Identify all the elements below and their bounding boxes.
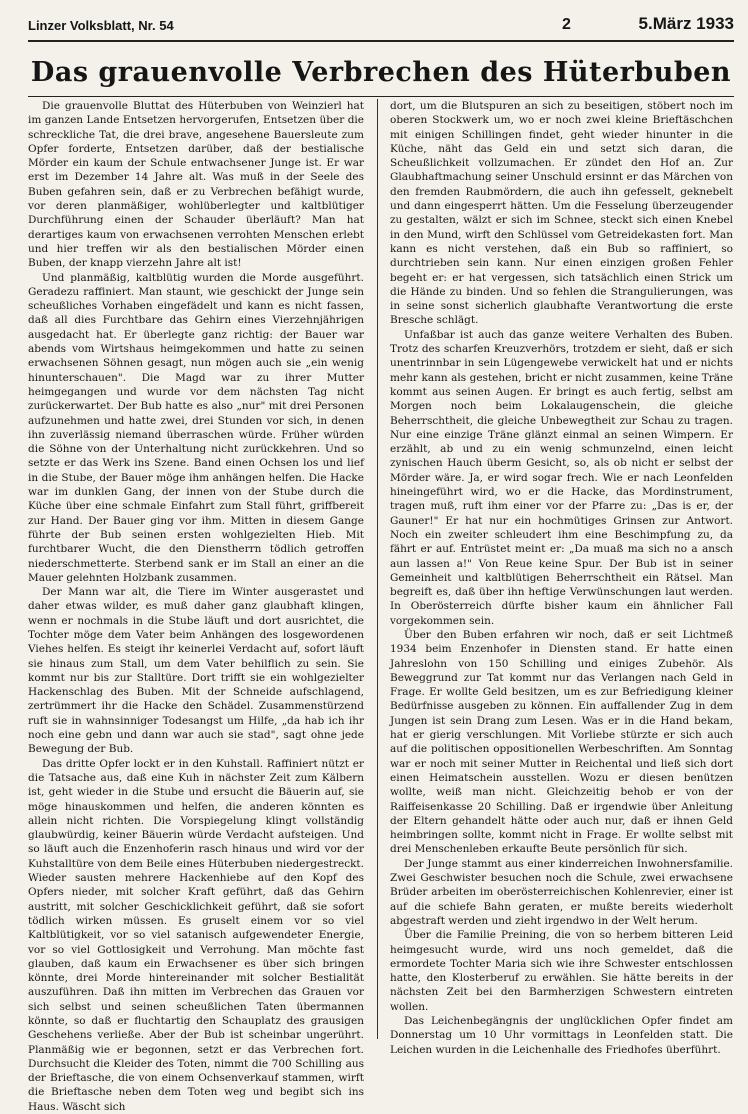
header-rule [28, 40, 734, 42]
paragraph: Und planmäßig, kaltblütig wurden die Morde ausgeführt. Geradezu raffiniert. Man staunt, wie geschickt der Junge sein scheußliches Vorhaben eingefädelt und kann es nicht fassen, daß all dies Furchtbare das Gehirn eines Vierzehnjährigen ausgedacht hat. Er überlegte ganz richtig: der Bauer war abends vom Wirtshaus heimgekommen und hatte zu seinen erwachsenen Söhnen gesagt, nun mögen auch sie „ein wenig hinunterschauen". Die Magd war zu ihrer Mutter heimgegangen und wurde vor dem nächsten Tag nicht zurückerwartet. Der Bub hatte es also „nur" mit drei Personen aufzunehmen und hatte zwei, drei Stunden vor sich, in denen ihn zuverlässig niemand überraschen würde. Früher würden die Söhne von der Unterhaltung nicht zurückkehren. Und so setzte er das Werk ins Szene. Band einen Ochsen los und lief in die Stube, der Bauer möge ihm anhängen helfen. Die Hacke war im dunklen Gang, der innen von der Stube durch die Küche über eine schmale Einfahrt zum Stall führt, griffbereit zur Hand. Der Bauer ging vor ihm. Mitten in diesem Gange führte der Bub seinen ersten wohlgezielten Hieb. Mit furchtbarer Wucht, die den Dienstherrn tödlich getroffen niederschmetterte. Sterbend sank er im Stall an einer an die Mauer gelehnten Holzbank zusammen. [28, 271, 364, 584]
page-header [28, 14, 734, 40]
article-column-left [28, 99, 364, 1113]
paragraph: Die grauenvolle Bluttat des Hüterbuben von Weinzierl hat im ganzen Lande Entsetzen hervorgerufen, Entsetzen über die schreckliche Tat, die drei brave, angesehene Bauersleute zum Opfer forderte, Entsetzen darüber, daß der bestialische Mörder ein kaum der Schule entwachsener Junge ist. Er war erst im Dezember 14 Jahre alt. Was muß in der Seele des Buben gefahren sein, daß er zu Verbrechen befähigt wurde, vor deren planmäßiger, wohlüberlegter und kaltblütiger Durchführung einen der Schauder überläuft? Man hat derartiges kaum von erwachsenen verrohten Menschen erlebt und hier treffen wir als den bestialischen Mörder einen Buben, der knapp vierzehn Jahre alt ist! [28, 100, 364, 270]
paragraph: Über den Buben erfahren wir noch, daß er seit Lichtmeß 1934 beim Enzenhofer in Diensten stand. Er hatte einen Jahreslohn von 150 Schilling und einiges Zubehör. Als Beweggrund zur Tat kommt nur das Verlangen nach Geld in Frage. Er wollte Geld besitzen, um es zur Befriedigung kleiner Bedürfnisse ausgeben zu können. Ein auffallender Zug in dem Jungen ist sein Drang zum Lesen. Was er in die Hand bekam, hat er gierig verschlungen. Mit Vorliebe stürzte er sich auch auf die politischen oppositionellen Werbeschriften. Am Sonntag war er noch mit seiner Mutter in Reichental und ließ sich dort einen Heimatschein ausstellen. Wozu er diesen benützen wollte, weiß man nicht. Gleichzeitig behob er von der Raiffeisenkasse 20 Schilling. Daß er irgendwie über Anleitung der Eltern gehandelt hätte oder auch nur, daß er ihnen Geld heimbringen sollte, kommt nicht in Frage. Er wollte selbst mit drei Menschenleben erkaufte Beute persönlich für sich. [390, 628, 733, 856]
paragraph: dort, um die Blutspuren an sich zu beseitigen, stöbert noch im oberen Stockwerk um, wo er noch zwei kleine Brieftäschchen mit einigen Schillingen findet, geht wieder hinunter in die Küche, näht das Geld ein und setzt sich daran, die Scheußlichkeit vollzumachen. Er zündet den Hof an. Zur Glaubhaftmachung seiner Unschuld ersinnt er das Märchen von den fremden Raubmördern, die auch ihn gefesselt, geknebelt und dann eingesperrt hätten. Um die Fesselung überzeugender zu gestalten, wälzt er sich im Schnee, steckt sich einen Knebel in den Mund, wirft den Schlüssel vom Getreidekasten fort. Man kann es nicht verstehen, daß ein Bub so raffiniert, so durchtrieben sein kann. Nur einen einzigen großen Fehler begeht er: er hat vergessen, sich tatsächlich einen Strick um die Hände zu binden. Und so fehlen die Strangulierungen, was in seine sonst sicherlich glaubhafte Verantwortung die erste Bresche schlägt. [390, 100, 733, 327]
article-headline: Das grauenvolle Verbrechen des Hüterbuben [30, 57, 732, 88]
article-column-right [390, 99, 733, 1056]
column-divider [377, 99, 378, 1039]
headline-rule [28, 96, 734, 97]
newspaper-issue: Linzer Volksblatt, Nr. 54 [28, 18, 174, 33]
paragraph: Der Junge stammt aus einer kinderreichen Inwohnersfamilie. Zwei Geschwister besuchen noch die Schule, zwei erwachsene Brüder arbeiten im oberösterreichischen Kohlenrevier, einer ist auf die schiefe Bahn geraten, er mußte bereits wiederholt abgestraft werden und zieht irgendwo in der Welt herum. [390, 857, 733, 927]
paragraph: Über die Familie Preining, die von so herbem bitteren Leid heimgesucht wurde, wird uns noch gemeldet, daß die ermordete Tochter Maria sich wie ihre Schwester entschlossen hatte, den Klosterberuf zu erwählen. Sie hätte bereits in der nächsten Zeit bei den Barmherzigen Schwestern eintreten wollen. [390, 929, 733, 1013]
paragraph: Unfaßbar ist auch das ganze weitere Verhalten des Buben. Trotz des scharfen Kreuzverhörs, trotzdem er sieht, daß er sich unentrinnbar in sein Lügengewebe verwickelt hat und er nichts mehr kann als gestehen, bricht er nicht zusammen, keine Träne kommt aus seinen Augen. Er bringt es auch fertig, selbst am Morgen noch beim Lokalaugenschein, die gleiche Beherrschtheit, die gleiche Unbewegtheit zur Schau zu tragen. Nur eine einzige Träne glänzt einmal an seinen Wimpern. Er erzählt, ab und zu ein wenig schmunzelnd, einen leicht zynischen Hauch überm Gesicht, so, als ob nicht er selbst der Mörder wäre. Ja, er wird sogar frech. Wie er nach Leonfelden hineingeführt wird, wo er die Hacke, das Mordinstrument, tragen muß, ruft ihm einer vor der Pfarre zu: „Das is er, der Gauner!" Er hat nur ein hochmütiges Grinsen zur Antwort. Noch ein zweiter schleudert ihm eine Beschimpfung zu, da fährt er auf. Entrüstet meint er: „Da muaß ma sich no a ansch aun lassen a!" Von Reue keine Spur. Der Bub ist in seiner Gemeinheit und kaltblütigen Beherrschtheit ein Rätsel. Man begreift es, daß über ihn heftige Verwünschungen laut werden. In Oberösterreich dürfte bisher kaum ein ähnlicher Fall vorgekommen sein. [390, 328, 733, 627]
page-number: 2 [562, 16, 571, 33]
issue-date: 5.März 1933 [638, 14, 734, 33]
paragraph: Das Leichenbegängnis der unglücklichen Opfer findet am Donnerstag um 10 Uhr vormittags in Leonfelden statt. Die Leichen wurden in die Leichenhalle des Friedhofes überführt. [390, 1015, 733, 1056]
paragraph: Der Mann war alt, die Tiere im Winter ausgerastet und daher etwas wilder, es muß daher ganz glaubhaft klingen, wenn er nochmals in die Stube läuft und dort ausrichtet, die Tochter möge dem Vater beim Anhängen des losgewordenen Viehes helfen. Es steigt ihr keinerlei Verdacht auf, sofort läuft sie hinaus zum Stall, um dem Vater behilflich zu sein. Sie kommt nur bis zur Stalltüre. Dort trifft sie ein wohlgezielter Hackenschlag des Buben. Mit der Schneide aufschlagend, zertrümmert ihr die Hacke den Schädel. Zusammenstürzend ruft sie in wahnsinniger Todesangst um Hilfe, „da hab ich ihr noch eine gebn und dann war auch sie stad", sagt ohne jede Bewegung der Bub. [28, 586, 364, 756]
paragraph: Das dritte Opfer lockt er in den Kuhstall. Raffiniert nützt er die Tatsache aus, daß eine Kuh in nächster Zeit zum Kälbern ist, geht wieder in die Stube und ersucht die Bäuerin auf, sie möge hinauskommen und helfen, die anderen könnten es allein nicht richten. Die Vorspiegelung klingt vollständig glaubwürdig, keiner Bäuerin würde Verdacht aufsteigen. Und so läuft auch die Enzenhoferin rasch hinaus und wird vor der Kuhstalltüre von dem Beile eines Hüterbuben niedergestreckt. Wieder sausten mehrere Hackenhiebe auf den Kopf des Opfers nieder, mit solcher Kraft geführt, daß das Gehirn austritt, mit solcher Geschicklichkeit geführt, daß sie sofort tödlich wirken müssen. Es gruselt einem vor so viel Kaltblütigkeit, vor so viel satanisch aufgewendeter Energie, vor so viel Gottlosigkeit und Verrohung. Man möchte fast glauben, daß kaum ein Erwachsener es über sich bringen könnte, drei Morde hintereinander mit solcher Bestialität auszuführen. Daß ihn mitten im Verbrechen das Grauen vor sich selbst und seinen scheußlichen Taten übermannen könnte, so daß er fluchtartig den Schauplatz des grausigen Geschehens verließe. Aber der Bub ist scheinbar ungerührt. Planmäßig wie er begonnen, setzt er das Verbrechen fort. Durchsucht die Kleider des Toten, nimmt die 700 Schilling aus der Brieftasche, die von einem Ochsenverkauf stammen, wirft die Brieftasche neben dem Toten weg und begibt sich ins Haus. Wäscht sich [28, 757, 364, 1113]
